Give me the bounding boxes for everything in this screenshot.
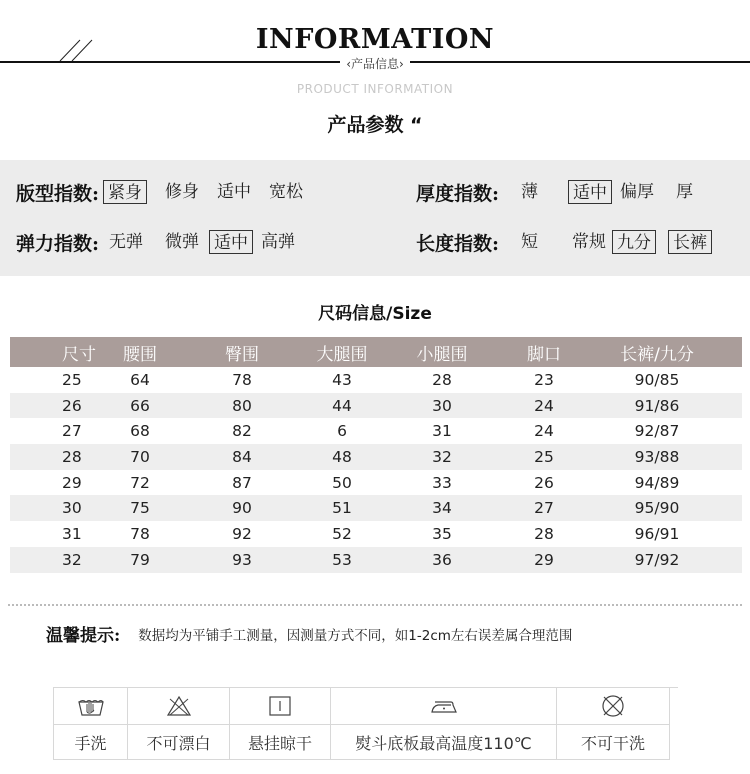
tips-label: 温馨提示: [46,626,121,646]
table-row [10,418,742,444]
cell-thigh: 43 [332,370,352,389]
option-medium-stretch: 适中 [209,230,253,254]
option-no-stretch: 无弹 [109,232,144,252]
option-loose: 宽松 [269,182,304,202]
cell-size: 25 [62,370,82,389]
cell-calf: 30 [432,396,452,415]
param-label: 长度指数: [416,232,500,255]
cell-waist: 79 [130,550,150,569]
cell-hip: 84 [232,447,252,466]
header-waist: 腰围 [123,344,157,365]
size-title: 尺码信息/Size [318,304,432,324]
cell-hem: 29 [534,550,554,569]
cell-length: 96/91 [634,524,680,543]
cell-calf: 33 [432,473,452,492]
option-slim: 修身 [165,182,200,202]
cell-calf: 34 [432,499,452,518]
option-thick-ish: 偏厚 [620,182,655,202]
cell-thigh: 52 [332,524,352,543]
cell-hip: 87 [232,473,252,492]
care-label: 熨斗底板最高温度110℃ [355,733,532,753]
care-iron [331,688,557,760]
cell-size: 26 [62,396,82,415]
tips [46,621,572,646]
param-thickness [416,177,697,207]
subtitle-cn: ‹产品信息› [0,55,750,72]
cell-hip: 80 [232,396,252,415]
table-row [10,367,742,393]
cell-hem: 24 [534,396,554,415]
cell-hem: 26 [534,473,554,492]
section-title: 产品参数 “ [327,114,423,136]
cell-hem: 24 [534,422,554,441]
care-no-dry-clean [557,688,670,760]
option-thin: 薄 [521,182,539,202]
header-calf: 小腿围 [416,344,468,365]
hang-dry-icon [268,695,292,717]
cell-thigh: 48 [332,447,352,466]
header-length: 长裤/九分 [620,344,694,365]
header-size: 尺寸 [62,344,96,365]
param-length [416,227,712,257]
cell-hem: 23 [534,370,554,389]
no-dry-clean-icon [600,693,626,719]
option-medium: 适中 [568,180,612,204]
option-long: 长裤 [668,230,712,254]
option-regular: 适中 [217,182,252,202]
param-label: 厚度指数: [416,182,500,205]
option-high-stretch: 高弹 [261,232,296,252]
cell-size: 32 [62,550,82,569]
cell-length: 93/88 [634,447,680,466]
iron-icon [429,696,459,716]
option-short: 短 [521,232,539,252]
dotted-divider [8,604,742,606]
cell-size: 29 [62,473,82,492]
page-title: INFORMATION [0,24,750,55]
cell-hem: 27 [534,499,554,518]
cell-thigh: 6 [337,422,347,441]
cell-length: 97/92 [634,550,680,569]
table-row [10,521,742,547]
subtitle-en: PRODUCT INFORMATION [296,82,454,96]
cell-hem: 28 [534,524,554,543]
option-tight: 紧身 [103,180,147,204]
cell-hip: 92 [232,524,252,543]
option-ninth: 九分 [612,230,656,254]
param-label: 弹力指数: [16,232,100,255]
cell-hip: 93 [232,550,252,569]
cell-size: 30 [62,499,82,518]
cell-size: 27 [62,422,82,441]
option-standard: 常规 [572,232,607,252]
cell-length: 95/90 [634,499,680,518]
header-thigh: 大腿围 [316,344,368,365]
header-hip: 臀围 [225,344,259,365]
param-stretch [16,227,299,257]
cell-waist: 70 [130,447,150,466]
cell-waist: 78 [130,524,150,543]
size-table-body [10,367,742,573]
table-row [10,470,742,496]
cell-calf: 28 [432,370,452,389]
care-hand-wash [54,688,128,760]
care-label: 悬挂晾干 [247,733,312,753]
table-row [10,444,742,470]
size-table-header [10,337,742,367]
cell-length: 91/86 [634,396,680,415]
table-row [10,547,742,573]
cell-waist: 64 [130,370,150,389]
care-table [53,687,678,760]
cell-hip: 90 [232,499,252,518]
cell-thigh: 44 [332,396,352,415]
cell-length: 90/85 [634,370,680,389]
care-label: 手洗 [74,733,107,753]
cell-thigh: 51 [332,499,352,518]
table-row [10,495,742,521]
cell-waist: 75 [130,499,150,518]
hand-wash-icon [76,694,106,718]
cell-calf: 31 [432,422,452,441]
no-bleach-icon [166,695,192,717]
cell-length: 94/89 [634,473,680,492]
cell-waist: 72 [130,473,150,492]
option-slight-stretch: 微弹 [165,232,200,252]
option-thick: 厚 [676,182,694,202]
header-hem: 脚口 [527,344,561,365]
cell-hip: 78 [232,370,252,389]
cell-hip: 82 [232,422,252,441]
cell-waist: 68 [130,422,150,441]
table-row [10,393,742,419]
param-fit [16,177,307,207]
cell-calf: 35 [432,524,452,543]
cell-size: 28 [62,447,82,466]
cell-thigh: 50 [332,473,352,492]
care-hang-dry [230,688,331,760]
cell-hem: 25 [534,447,554,466]
param-label: 版型指数: [16,182,100,205]
tips-text: 数据均为平铺手工测量，因测量方式不同，如1-2cm左右误差属合理范围 [138,627,573,644]
params-band [0,160,750,276]
cell-calf: 32 [432,447,452,466]
care-label: 不可干洗 [580,733,645,753]
care-no-bleach [128,688,230,760]
care-label: 不可漂白 [146,733,211,753]
size-table [10,337,742,573]
cell-calf: 36 [432,550,452,569]
cell-thigh: 53 [332,550,352,569]
cell-waist: 66 [130,396,150,415]
cell-length: 92/87 [634,422,680,441]
cell-size: 31 [62,524,82,543]
